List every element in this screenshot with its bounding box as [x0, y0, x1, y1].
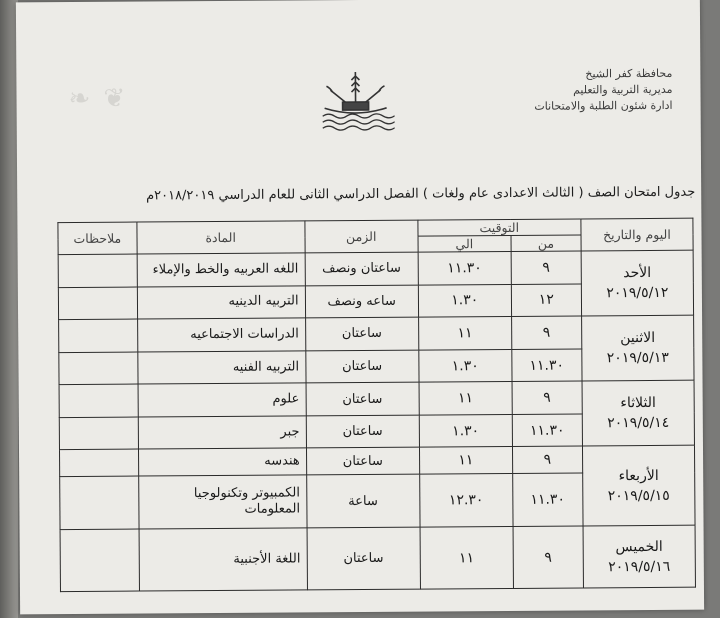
- from-cell: ١١.٣٠: [512, 414, 582, 447]
- to-cell: ١١: [419, 447, 512, 475]
- from-cell: ٩: [512, 381, 582, 414]
- table-row: [58, 250, 693, 287]
- header-duration: الزمن: [305, 220, 418, 253]
- day-name: الأربعاء: [618, 467, 659, 484]
- directorate-name: مديرية التربية والتعليم: [572, 82, 673, 97]
- subject-cell: الدراسات الاجتماعيه: [137, 318, 305, 352]
- day-cell: [581, 315, 694, 381]
- day-cell: [582, 446, 695, 526]
- paper-edge-shadow: [0, 0, 18, 618]
- department-name: ادارة شئون الطلبة والامتحانات: [534, 98, 673, 113]
- subject-cell: الكمبيوتر وتكنولوجيا المعلومات: [138, 475, 306, 529]
- to-cell: ١١: [418, 317, 511, 350]
- table-row: [59, 380, 694, 417]
- subject-cell: التربيه الفنيه: [138, 351, 306, 385]
- table-header-row: [58, 218, 693, 238]
- exam-schedule-table: [57, 218, 696, 592]
- subject-cell: هندسه: [138, 448, 306, 476]
- from-cell: ٩: [511, 251, 581, 284]
- table-row: [59, 446, 694, 477]
- to-cell: ١١.٣٠: [418, 251, 511, 284]
- notes-cell: [59, 450, 138, 478]
- from-cell: ٩: [512, 446, 582, 474]
- duration-cell: ساعتان: [306, 448, 419, 476]
- header-subject: المادة: [137, 221, 305, 254]
- table-row: [60, 525, 695, 591]
- day-name: الخميس: [615, 538, 663, 555]
- day-date: ٢٠١٩/٥/١٢: [606, 284, 669, 302]
- duration-cell: ساعتان: [306, 415, 419, 448]
- duration-cell: ساعتان: [305, 350, 418, 383]
- subject-cell: اللغة الأجنبية: [139, 528, 307, 591]
- from-cell: ١١.٣٠: [512, 349, 582, 382]
- duration-cell: ساعتان: [306, 382, 419, 415]
- duration-cell: ساعة: [306, 475, 419, 528]
- from-cell: ١١.٣٠: [512, 473, 582, 526]
- to-cell: ١.٣٠: [419, 414, 512, 447]
- day-cell: [582, 380, 695, 446]
- day-date: ٢٠١٩/٥/١٦: [608, 558, 671, 575]
- subject-cell: اللغه العربيه والخط والإملاء: [137, 253, 305, 287]
- notes-cell: [60, 477, 139, 530]
- day-name: الأحد: [623, 265, 652, 282]
- from-cell: ٩: [511, 316, 581, 349]
- day-name: الثلاثاء: [620, 395, 656, 412]
- to-cell: ١١: [420, 526, 513, 589]
- header-day-date: اليوم والتاريخ: [581, 218, 693, 251]
- header-timing: التوقيت: [418, 219, 581, 236]
- notes-cell: [60, 529, 139, 592]
- from-cell: ١٢: [511, 284, 581, 317]
- day-date: ٢٠١٩/٥/١٥: [607, 487, 670, 505]
- header-notes: ملاحظات: [58, 222, 137, 255]
- duration-cell: ساعتان ونصف: [305, 252, 418, 285]
- schedule-title: جدول امتحان الصف ( الثالث الاعدادى عام ولغات ) الفصل الدراسي الثانى للعام الدراسي ٢٠١٨/٢٠١٩م: [145, 184, 696, 204]
- from-cell: ٩: [513, 526, 583, 588]
- subject-cell: التربيه الدينيه: [137, 285, 305, 319]
- day-cell: [581, 250, 694, 316]
- notes-cell: [58, 254, 137, 287]
- day-date: ٢٠١٩/٥/١٤: [607, 415, 670, 432]
- subject-cell: علوم: [138, 383, 306, 417]
- to-cell: ١.٣٠: [419, 349, 512, 382]
- to-cell: ١٢.٣٠: [419, 474, 512, 527]
- day-date: ٢٠١٩/٥/١٣: [606, 350, 669, 367]
- table-row: [59, 315, 694, 352]
- notes-cell: [59, 384, 138, 417]
- to-cell: ١.٣٠: [418, 284, 511, 317]
- governorate-emblem-icon: [316, 68, 394, 139]
- header-from: من: [511, 235, 581, 251]
- duration-cell: ساعتان: [305, 317, 418, 350]
- duration-cell: ساعه ونصف: [305, 285, 418, 318]
- faded-stamp: ❧ ❦: [68, 83, 128, 115]
- exam-schedule-sheet: [16, 0, 704, 614]
- notes-cell: [59, 319, 138, 352]
- day-cell: [583, 525, 696, 588]
- letterhead: [452, 66, 672, 116]
- duration-cell: ساعتان: [307, 527, 421, 590]
- notes-cell: [59, 417, 138, 450]
- to-cell: ١١: [419, 382, 512, 415]
- notes-cell: [58, 287, 137, 320]
- notes-cell: [59, 352, 138, 385]
- governorate-name: محافظة كفر الشيخ: [585, 66, 673, 81]
- day-name: الاثنين: [620, 330, 656, 347]
- subject-cell: جبر: [138, 416, 306, 450]
- header-to: الي: [418, 235, 511, 252]
